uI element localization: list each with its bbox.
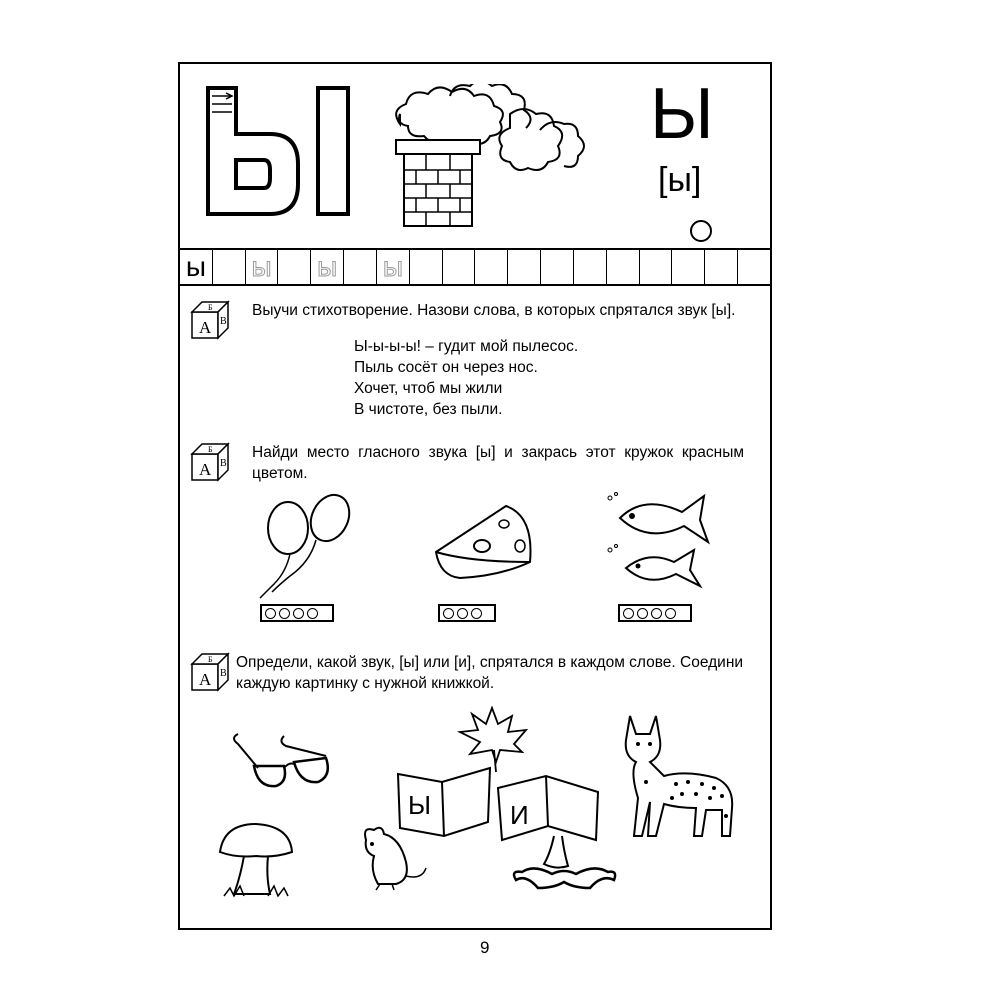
lynx-illustration: [616, 712, 746, 842]
mustache-nose-illustration: [510, 834, 620, 904]
cube-letter-a: А: [199, 318, 212, 337]
copy-cell[interactable]: [475, 250, 508, 284]
svg-text:Б: Б: [208, 445, 213, 454]
book-letter-label: И: [510, 800, 529, 830]
glasses-illustration: [228, 726, 338, 796]
svg-text:В: В: [220, 458, 227, 469]
abc-cube-icon: [188, 298, 234, 342]
balloons-illustration: [250, 490, 370, 600]
copy-cell[interactable]: [443, 250, 476, 284]
cheese-illustration: [430, 502, 540, 592]
svg-text:В: В: [220, 668, 227, 679]
poem-line: Хочет, чтоб мы жили: [354, 380, 503, 397]
copy-cell[interactable]: [607, 250, 640, 284]
copy-cell[interactable]: [705, 250, 738, 284]
poem: [354, 336, 578, 420]
book-letter-label: Ы: [408, 790, 432, 820]
sound-scheme-3[interactable]: [438, 604, 496, 622]
sound-transcription: [ы]: [658, 161, 702, 199]
copy-cell[interactable]: [410, 250, 443, 284]
copy-cell[interactable]: [278, 250, 311, 284]
vowel-symbol-circle: [690, 220, 712, 242]
poem-line: Ы-ы-ы-ы! – гудит мой пылесос.: [354, 338, 579, 355]
copy-cell-sample: ы: [180, 250, 213, 284]
copy-cell[interactable]: [574, 250, 607, 284]
poem-line: Пыль сосёт он через нос.: [354, 359, 538, 376]
mushroom-illustration: [214, 818, 298, 902]
task2-instruction: Найди место гласного звука [ы] и закрась этот кружок красным цветом.: [252, 444, 744, 482]
copy-cell[interactable]: [213, 250, 246, 284]
copy-cell-trace[interactable]: ы: [311, 250, 344, 284]
cube-letter-v: В: [220, 316, 227, 327]
task3-instruction: Определи, какой звук, [ы] или [и], спрятался в каждом слове. Соедини каждую картинку с нужной книжкой.: [236, 654, 744, 692]
letter-header: [180, 64, 770, 248]
letter-outline-graphic: [198, 82, 368, 222]
svg-text:А: А: [199, 460, 212, 479]
abc-cube-icon: [188, 650, 234, 694]
copy-cell[interactable]: [640, 250, 673, 284]
copy-cell-trace[interactable]: ы: [377, 250, 410, 284]
sound-scheme-4[interactable]: [618, 604, 692, 622]
svg-text:А: А: [199, 670, 212, 689]
copy-cell[interactable]: [738, 250, 770, 284]
task1-instruction: Выучи стихотворение. Назови слова, в которых спрятался звук [ы].: [252, 302, 736, 319]
copy-cell[interactable]: [344, 250, 377, 284]
cube-letter-b: Б: [208, 303, 213, 312]
chimney-smoke-illustration: [390, 84, 600, 234]
copy-cell[interactable]: [672, 250, 705, 284]
fish-illustration: [604, 490, 724, 590]
abc-cube-icon: [188, 440, 234, 484]
copy-cell[interactable]: [541, 250, 574, 284]
copy-cell[interactable]: [508, 250, 541, 284]
poem-line: В чистоте, без пыли.: [354, 401, 503, 418]
copy-cell-trace[interactable]: ы: [246, 250, 279, 284]
svg-text:Б: Б: [208, 655, 213, 664]
mouse-illustration: [356, 822, 430, 896]
letter-copy-row: [180, 248, 770, 286]
page-number: 9: [480, 938, 490, 957]
worksheet-frame: [178, 62, 772, 930]
sound-scheme-4[interactable]: [260, 604, 334, 622]
letter-print: Ы: [650, 74, 714, 154]
